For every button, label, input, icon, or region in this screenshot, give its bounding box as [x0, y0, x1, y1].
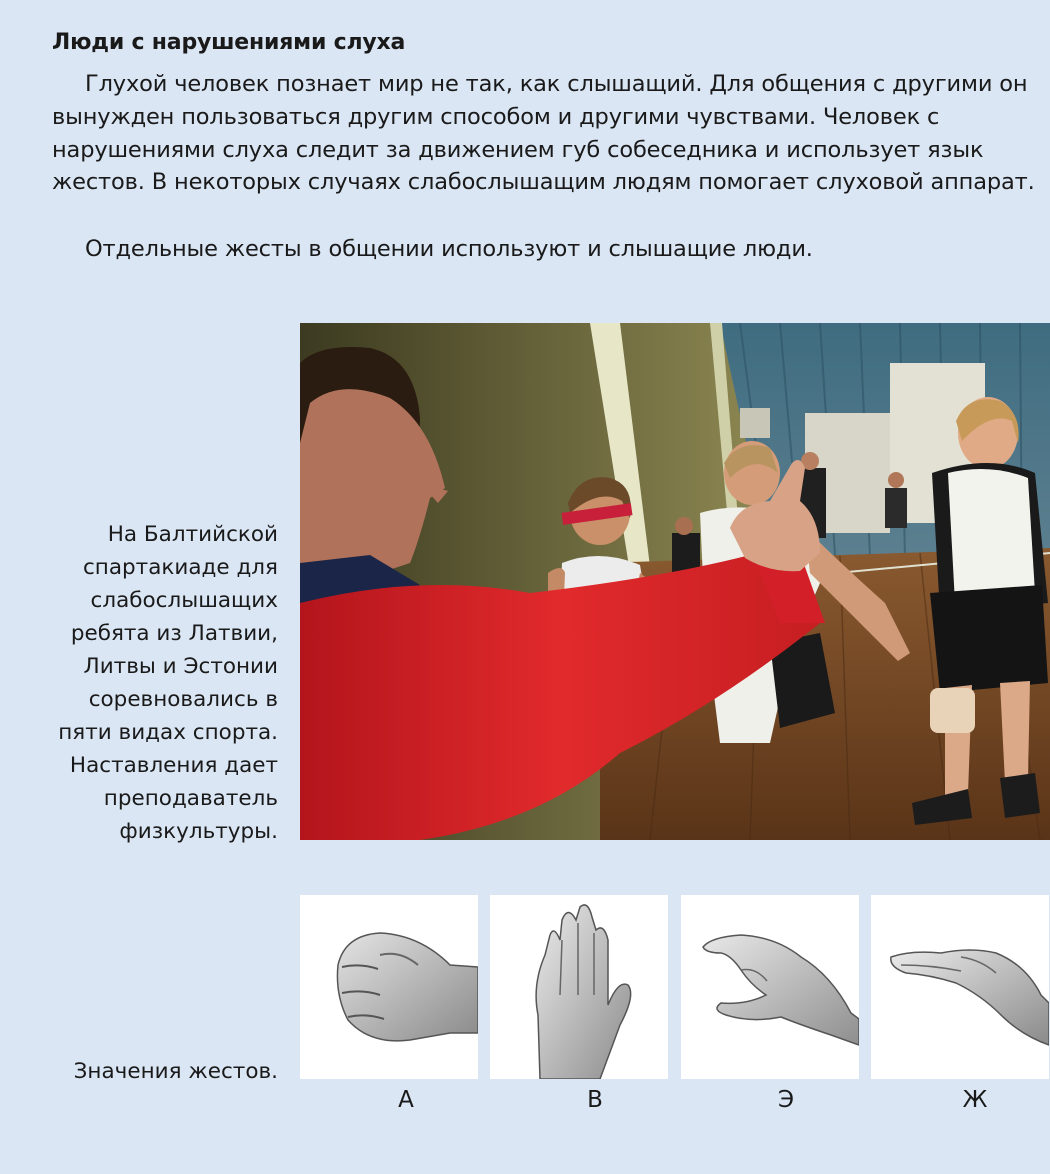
caption-line: пяти видах спорта.: [58, 720, 278, 745]
caption-line: физкультуры.: [119, 819, 278, 844]
fist-hand-icon: [300, 895, 478, 1079]
gestures-caption: Значения жестов.: [73, 1059, 278, 1084]
caption-line: Наставления дает: [69, 753, 278, 778]
caption-line: соревновались в: [88, 687, 278, 712]
photo-caption: [38, 518, 278, 848]
gesture-letter: Ж: [962, 1087, 988, 1113]
c-shape-hand-icon: [681, 895, 859, 1079]
caption-line: спартакиаде для: [82, 555, 278, 580]
section-heading: Люди с нарушениями слуха: [52, 30, 406, 55]
sports-photo: [300, 323, 1050, 840]
caption-line: Литвы и Эстонии: [83, 654, 278, 679]
pinch-hand-icon: [871, 895, 1049, 1079]
gesture-letter: А: [398, 1087, 414, 1113]
gesture-tile-v: [490, 895, 668, 1079]
open-palm-icon: [490, 895, 668, 1079]
gesture-tile-zh: [871, 895, 1049, 1079]
caption-line: ребята из Латвии,: [70, 621, 278, 646]
caption-line: преподаватель: [103, 786, 278, 811]
gesture-letter: Э: [777, 1087, 795, 1113]
gesture-letter: В: [587, 1087, 603, 1113]
gesture-tile-a: [300, 895, 478, 1079]
paragraph-intro: Глухой человек познает мир не так, как слышащий. Для общения с другими он вынужден пользоваться другим способом и другими чувствами. Человек с нарушениями слуха следит за движением губ собеседника и использует язык жестов. В некоторых случаях слабослышащим людям помогает слуховой аппарат.: [52, 71, 1035, 196]
paragraph-gestures-note: Отдельные жесты в общении используют и слышащие люди.: [85, 236, 813, 262]
gesture-tile-e: [681, 895, 859, 1079]
caption-line: слабослышащих: [90, 588, 278, 613]
caption-line: На Балтийской: [107, 522, 278, 547]
